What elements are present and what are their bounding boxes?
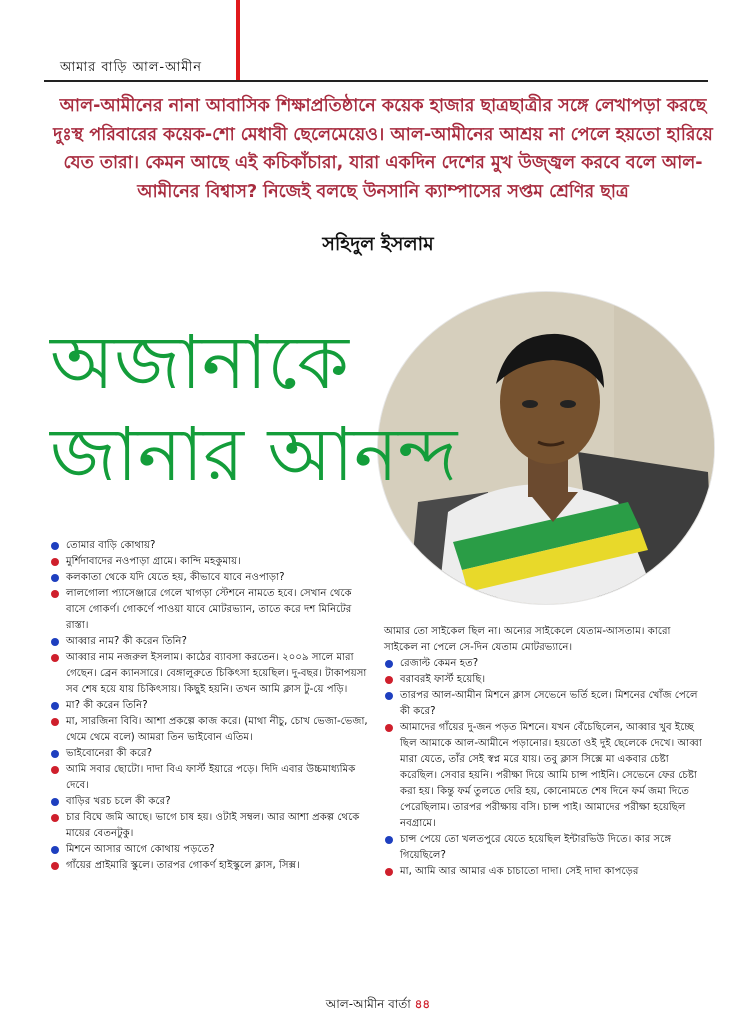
interview-answer bbox=[50, 762, 368, 794]
question-bullet-icon bbox=[51, 846, 59, 854]
answer-bullet-icon bbox=[51, 590, 59, 598]
interview-question bbox=[50, 842, 368, 858]
continuation-text: আমার তো সাইকেল ছিল না। অন্যের সাইকেলে যেতাম-আসতাম। কারো সাইকেল না পেলে সে-দিন যেতাম মোটরভ্যানে। bbox=[384, 626, 671, 653]
question-bullet-icon bbox=[51, 638, 59, 646]
intro-paragraph: আল-আমীনের নানা আবাসিক শিক্ষাপ্রতিষ্ঠানে কয়েক হাজার ছাত্রছাত্রীর সঙ্গে লেখাপড়া করছে দুঃস্থ পরিবারের কয়েক-শো মেধাবী ছেলেমেয়েও। আল-আমীনের আশ্রয় না পেলে হয়তো হারিয়ে যেত তারা। কেমন আছে এই কচিকাঁচারা, যারা একদিন দেশের মুখ উজ্জ্বল করবে বলে আল-আমীনের বিশ্বাস? নিজেই বলছে উনসানি ক্যাম্পাসের সপ্তম শ্রেণির ছাত্র bbox=[53, 96, 713, 202]
interview-text: রেজাল্ট কেমন হত? bbox=[400, 658, 479, 669]
article-title-line-2: জানার আনন্দ bbox=[50, 412, 458, 498]
answer-bullet-icon bbox=[385, 724, 393, 732]
question-bullet-icon bbox=[51, 798, 59, 806]
interview-text: তোমার বাড়ি কোথায়? bbox=[66, 540, 156, 551]
interview-question bbox=[50, 698, 368, 714]
interview-text: আব্বার নাম নজরুল ইসলাম। কাঠের ব্যাবসা করতেন। ২০০৯ সালে মারা গেছেন। ব্রেন ক্যানসারে। বেঙ্গালুরুতে চিকিৎসা হয়েছিল। দু-বছর। টাকাপয়সা সব শেষ হয়ে যায় চিকিৎসায়। কিছুই হয়নি। তখন আমি ক্লাস টু-য়ে পড়ি। bbox=[66, 652, 367, 695]
interview-text: কলকাতা থেকে যদি যেতে হয়, কীভাবে যাবে নওপাড়া? bbox=[66, 572, 285, 583]
interview-text: গাঁয়ের প্রাইমারি স্কুলে। তারপর গোকর্ণ হাইস্কুলে ক্লাস, সিক্স। bbox=[66, 860, 300, 871]
header-divider bbox=[44, 80, 708, 82]
header-accent-bar bbox=[236, 0, 240, 80]
question-bullet-icon bbox=[51, 750, 59, 758]
interview-text: মিশনে আসার আগে কোথায় পড়তে? bbox=[66, 844, 215, 855]
interview-column-left bbox=[50, 538, 368, 874]
interview-text: বরাবরই ফার্স্ট হয়েছি। bbox=[400, 674, 486, 685]
interview-text: মা? কী করেন তিনি? bbox=[66, 700, 148, 711]
page-footer bbox=[0, 996, 756, 1016]
interview-answer bbox=[50, 554, 368, 570]
interview-text: মা, সারজিনা বিবি। আশা প্রকল্পে কাজ করে। (মাথা নীচু, চোখ ভেজা-ভেজা, থেমে থেমে বলে) আমরা তিন ভাইবোন এতিম। bbox=[66, 716, 368, 743]
interview-question bbox=[50, 538, 368, 554]
interview-text: বাড়ির খরচ চলে কী করে? bbox=[66, 796, 171, 807]
interview-text: মুর্শিদাবাদের নওপাড়া গ্রামে। কান্দি মহকুমায়। bbox=[66, 556, 241, 567]
answer-bullet-icon bbox=[385, 676, 393, 684]
interview-text: আব্বার নাম? কী করেন তিনি? bbox=[66, 636, 187, 647]
interview-text: চান্স পেয়ে তো খলতপুরে যেতে হয়েছিল ইন্টারভিউ দিতে। কার সঙ্গে গিয়েছিলে? bbox=[400, 834, 672, 861]
interview-answer bbox=[50, 810, 368, 842]
section-label: আমার বাড়ি আল-আমীন bbox=[60, 60, 202, 75]
interview-text: লালগোলা প্যাসেঞ্জারে গেলে খাগড়া স্টেশনে নামতে হবে। সেখান থেকে বাসে গোকর্ণ। গোকর্ণে পাওয়া যাবে মোটরভ্যান, তাতে করে দশ মিনিটের রাস্তা। bbox=[66, 588, 352, 631]
byline: সহিদুল ইসলাম bbox=[322, 233, 434, 255]
question-bullet-icon bbox=[385, 660, 393, 668]
interview-question bbox=[50, 794, 368, 810]
answer-bullet-icon bbox=[51, 814, 59, 822]
answer-bullet-icon bbox=[51, 558, 59, 566]
interview-answer bbox=[50, 714, 368, 746]
magazine-name: আল-আমীন বার্তা bbox=[325, 997, 411, 1011]
article-title-line-1: অজানাকে bbox=[50, 320, 349, 406]
answer-bullet-icon bbox=[385, 868, 393, 876]
interview-answer bbox=[50, 858, 368, 874]
interview-question bbox=[384, 688, 706, 720]
interview-question bbox=[50, 634, 368, 650]
interview-text: আমাদের গাঁয়ের দু-জন পড়ত মিশনে। যখন বেঁচেছিলেন, আব্বার খুব ইচ্ছে ছিল আমাকে আল-আমীনে পড়ানোর। হয়তো ওই দুই ছেলেকে দেখে। আব্বা মারা যেতে, তাঁর সেই স্বপ্ন মরে যায়। তবু ক্লাস সিক্সে মা একবার চেষ্টা করেছিল। সেবার হয়নি। পরীক্ষা দিয়ে আমি চান্স পাইনি। সেভেনে ফের চেষ্টা করা হয়। কিন্তু ফর্ম তুলতে দেরি হয়, কোনোমতে শেষ দিনে ফর্ম জমা দিতে পেরেছিলাম। তারপর পরীক্ষায় বসি। চান্স পাই। আমাদের পরীক্ষা হয়েছিল নবগ্রামে। bbox=[400, 722, 702, 829]
interview-answer bbox=[50, 586, 368, 634]
interview-answer bbox=[384, 672, 706, 688]
interview-column-right bbox=[384, 624, 706, 880]
interview-answer bbox=[384, 864, 706, 880]
interview-question bbox=[50, 746, 368, 762]
interview-question bbox=[50, 570, 368, 586]
answer-bullet-icon bbox=[51, 862, 59, 870]
interview-text: তারপর আল-আমীন মিশনে ক্লাস সেভেনে ভর্তি হলে। মিশনের খোঁজ পেলে কী করে? bbox=[400, 690, 698, 717]
answer-bullet-icon bbox=[51, 766, 59, 774]
interview-question bbox=[384, 656, 706, 672]
question-bullet-icon bbox=[51, 702, 59, 710]
interview-answer bbox=[50, 650, 368, 698]
interview-text: ভাইবোনেরা কী করে? bbox=[66, 748, 153, 759]
interview-text: চার বিঘে জমি আছে। ভাগে চাষ হয়। ওটাই সম্বল। আর আশা প্রকল্প থেকে মায়ের বেতনটুকু। bbox=[66, 812, 360, 839]
page-number: ৪৪ bbox=[414, 997, 431, 1011]
question-bullet-icon bbox=[385, 692, 393, 700]
answer-bullet-icon bbox=[51, 718, 59, 726]
interview-answer bbox=[384, 720, 706, 832]
question-bullet-icon bbox=[385, 836, 393, 844]
interview-question bbox=[384, 832, 706, 864]
interview-text: আমি সবার ছোটো। দাদা বিএ ফার্স্ট ইয়ারে পড়ে। দিদি এবার উচ্চমাধ্যমিক দেবে। bbox=[66, 764, 356, 791]
interview-text: মা, আমি আর আমার এক চাচাতো দাদা। সেই দাদা কাপড়ের bbox=[400, 866, 639, 877]
answer-bullet-icon bbox=[51, 654, 59, 662]
question-bullet-icon bbox=[51, 574, 59, 582]
question-bullet-icon bbox=[51, 542, 59, 550]
